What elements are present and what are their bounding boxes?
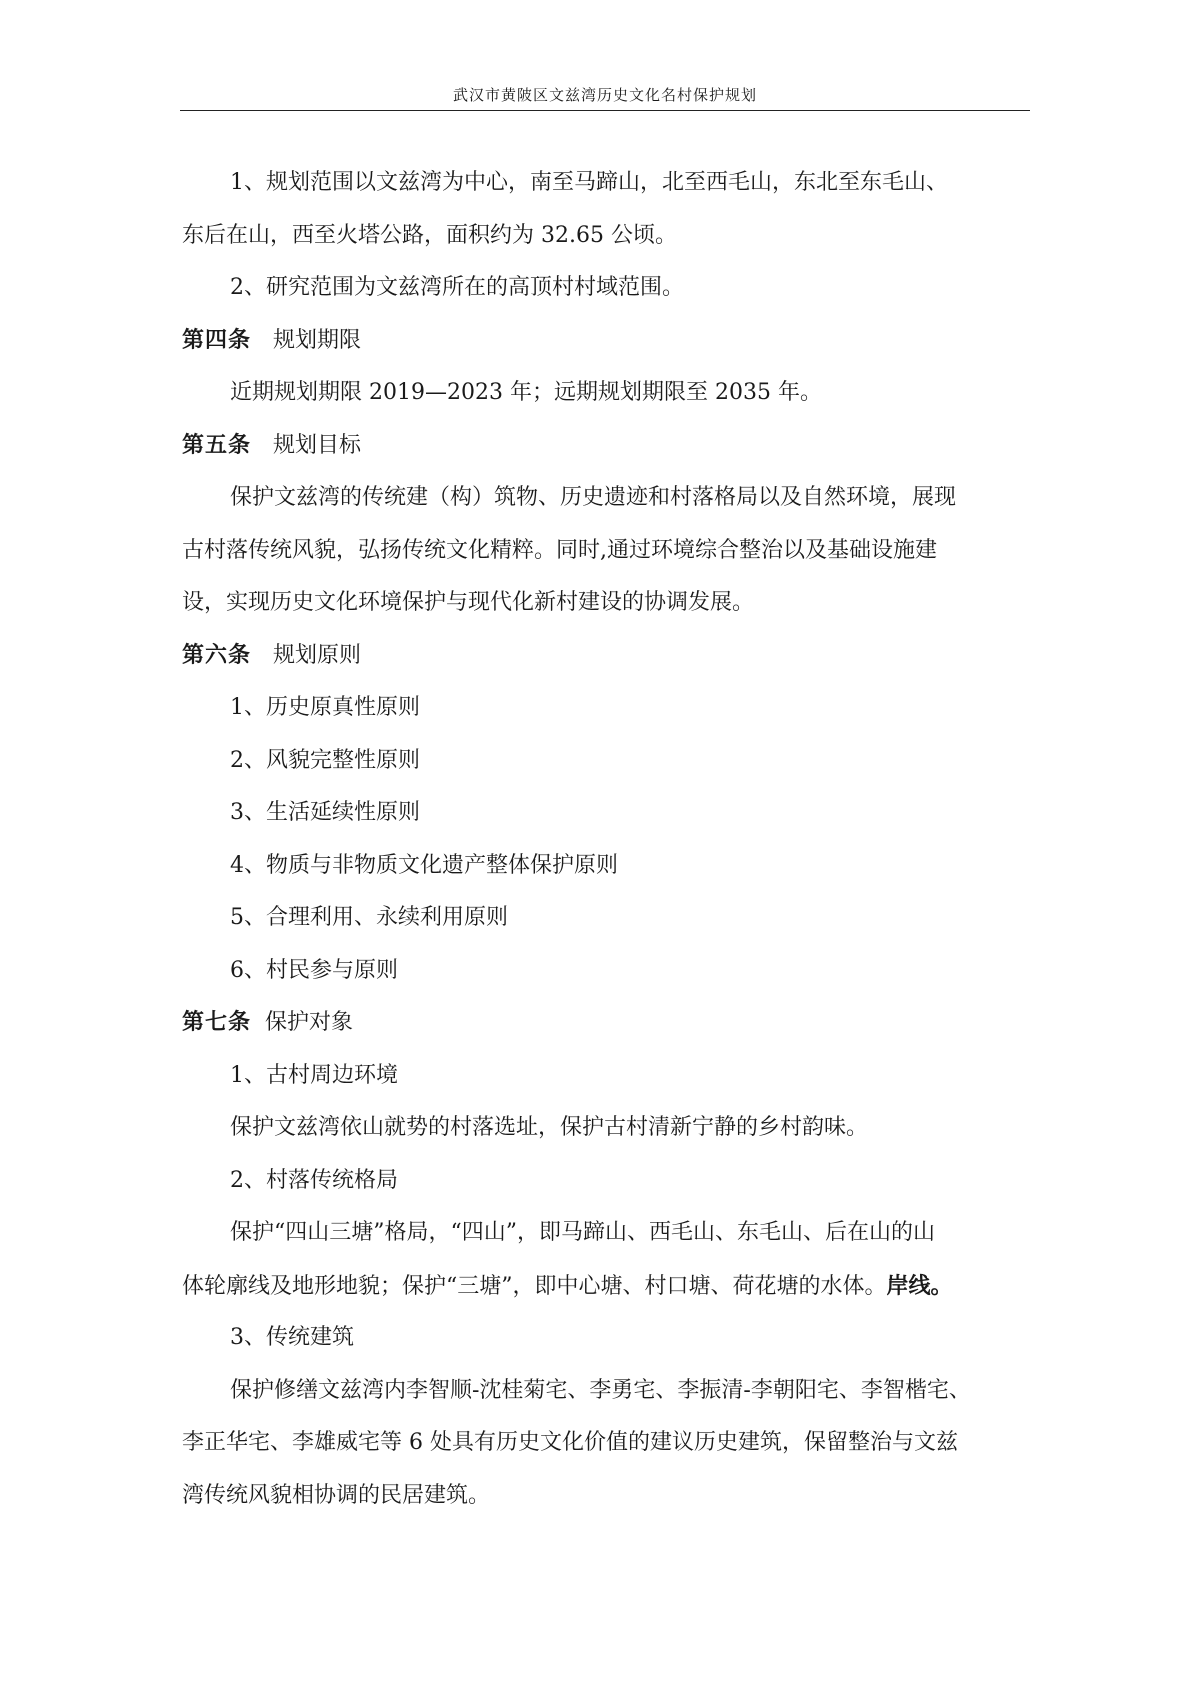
list-item: 3、传统建筑: [230, 1325, 354, 1350]
article-7-heading: [182, 997, 1028, 1050]
paragraph: 近期规划期限 2019—2023 年；远期规划期限至 2035 年。: [230, 380, 822, 405]
paragraph: 保护修缮文兹湾内李智顺-沈桂菊宅、李勇宅、李振清-李朝阳宅、李智楷宅、: [230, 1377, 971, 1403]
article-6-heading: [182, 630, 1028, 683]
list-item: 6、村民参与原则: [230, 957, 398, 983]
article-4-heading: [182, 315, 1028, 368]
list-item: 1、历史原真性原则: [230, 695, 420, 720]
list-item: 5、合理利用、永续利用原则: [230, 905, 508, 930]
paragraph: 1、规划范围以文兹湾为中心，南至马蹄山，北至西毛山，东北至东毛山、: [230, 170, 948, 195]
article-number: 第五条: [182, 432, 252, 458]
document-body: [182, 157, 1028, 1522]
article-number: 第四条: [182, 327, 252, 353]
article-title: 规划原则: [273, 642, 362, 668]
paragraph-text: 体轮廓线及地形地貌；保护“三塘”，即中心塘、村口塘、荷花塘的水体。: [182, 1273, 887, 1299]
paragraph: 保护文兹湾的传统建（构）筑物、历史遗迹和村落格局以及自然环境，展现: [230, 485, 957, 510]
paragraph: 湾传统风貌相协调的民居建筑。: [182, 1482, 491, 1508]
article-5-heading: [182, 420, 1028, 473]
article-title: 规划目标: [273, 432, 362, 458]
paragraph: 东后在山，西至火塔公路，面积约为 32.65 公顷。: [182, 222, 677, 248]
article-number: 第六条: [182, 642, 252, 668]
article-title: 保护对象: [265, 1010, 354, 1035]
paragraph: 2、研究范围为文兹湾所在的高顶村村域范围。: [230, 275, 684, 300]
list-item: 4、物质与非物质文化遗产整体保护原则: [230, 852, 618, 878]
list-item: 2、风貌完整性原则: [230, 747, 420, 773]
paragraph: 设，实现历史文化环境保护与现代化新村建设的协调发展。: [182, 590, 755, 615]
page-header: [180, 84, 1030, 111]
paragraph: [182, 1260, 1028, 1313]
paragraph: 保护文兹湾依山就势的村落选址，保护古村清新宁静的乡村韵味。: [230, 1115, 869, 1140]
article-title: 规划期限: [273, 327, 362, 353]
bold-text: 岸线。: [886, 1272, 953, 1299]
paragraph: 李正华宅、李雄威宅等 6 处具有历史文化价值的建议历史建筑，保留整治与文兹: [182, 1430, 958, 1455]
paragraph: 古村落传统风貌，弘扬传统文化精粹。同时,通过环境综合整治以及基础设施建: [182, 537, 937, 563]
article-number: 第七条: [182, 1010, 252, 1035]
list-item: 3、生活延续性原则: [230, 800, 420, 825]
paragraph: 保护“四山三塘”格局，“四山”，即马蹄山、西毛山、东毛山、后在山的山: [230, 1220, 935, 1245]
list-item: 1、古村周边环境: [230, 1062, 398, 1088]
header-title: 武汉市黄陂区文兹湾历史文化名村保护规划: [452, 86, 757, 104]
list-item: 2、村落传统格局: [230, 1167, 398, 1193]
